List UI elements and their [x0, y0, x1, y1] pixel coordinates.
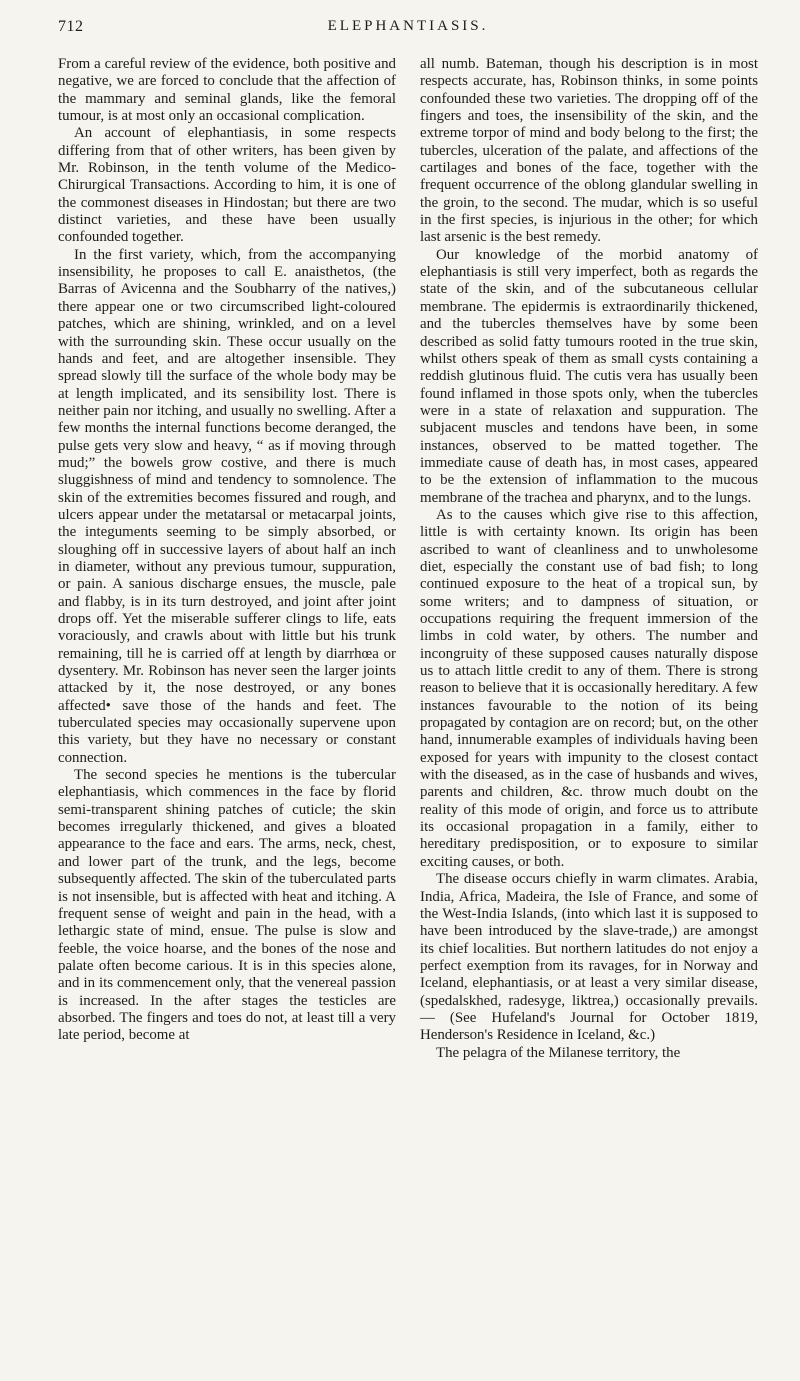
paragraph: Our knowledge of the morbid anatomy of elephantiasis is still very imperfect, both as regards the state of the skin, and of the subcutaneous cellular membrane. The epidermis is extraordinarily thickened, and the tubercles themselves have by some been described as solid fatty tumours rooted in the true skin, whilst others speak of them as small cysts containing a reddish glutinous fluid. The cutis vera has usually been found inflamed in those spots only, when the tubercles were in a state of relaxation and suppuration. The subjacent muscles and tendons have been, in some instances, observed to be matted together. The immediate cause of death has, in most cases, appeared to be the extension of inflammation to the mucous membrane of the trachea and pharynx, and to the lungs.: [420, 246, 758, 506]
paragraph: all numb. Bateman, though his description is in most respects accurate, has, Robinson thinks, in some points confounded these two varieties. The dropping off of the fingers and toes, the insensibility of the skin, and the extreme torpor of mind and body belong to the first; the tubercles, ulceration of the palate, and affections of the cartilages and bones of the face, together with the frequent occurrence of the oblong glandular swelling in the groin, to the second. The mudar, which is so useful in the first species, is injurious in the other; for which last arsenic is the best remedy.: [420, 56, 758, 246]
paragraph: As to the causes which give rise to this affection, little is with certainty known. Its origin has been ascribed to want of cleanliness and to unwholesome diet, especially the constant use of bad fish; to long continued exposure to the heat of a tropical sun, by some writers; and to dampness of situation, or occupations requiring the frequent immersion of the limbs in cold water, by others. The number and incongruity of these supposed causes naturally dispose us to attach little credit to any of them. There is strong reason to believe that it is occasionally hereditary. A few instances favourable to the notion of its being propagated by contagion are on record; but, on the other hand, innumerable examples of individuals having been exposed for years with impunity to the closest contact with the diseased, as in the case of husbands and wives, parents and children, &c. throw much doubt on the reality of this mode of origin, and force us to attribute its occasional propagation in a family, either to hereditary predisposition, or to exposure to similar exciting causes, or both.: [420, 506, 758, 870]
paragraph: An account of elephantiasis, in some respects differing from that of other writers, has been given by Mr. Robinson, in the tenth volume of the Medico-Chirurgical Transactions. According to him, it is one of the commonest diseases in Hindostan; but there are two distinct varieties, and these have been usually confounded together.: [58, 125, 396, 246]
paragraph: The disease occurs chiefly in warm climates. Arabia, India, Africa, Madeira, the Isle of France, and some of the West-India Islands, (into which last it is supposed to have been introduced by the slave-trade,) are amongst its chief localities. But northern latitudes do not enjoy a perfect exemption from its ravages, for in Norway and Iceland, elephantiasis, or at least a very similar disease, (spedalskhed, radesyge, liktrea,) occasionally prevails.— (See Hufeland's Journal for October 1819, Henderson's Residence in Iceland, &c.): [420, 871, 758, 1044]
running-head: [58, 18, 758, 46]
page-number: 712: [58, 18, 84, 35]
text-columns: [58, 56, 758, 1062]
right-column: [420, 56, 758, 1062]
paragraph: From a careful review of the evidence, both positive and negative, we are forced to conclude that the affection of the mammary and seminal glands, like the femoral tumour, is at most only an occasional complication.: [58, 56, 396, 125]
left-column: [58, 56, 396, 1062]
paragraph: In the first variety, which, from the accompanying insensibility, he proposes to call E. anaisthetos, (the Barras of Avicenna and the Soubharry of the natives,) there appear one or two circumscribed light-coloured patches, which are shining, wrinkled, and on a level with the surrounding skin. These occur usually on the hands and feet, and are altogether insensible. They spread slowly till the surface of the whole body may be at length implicated, and its sensibility lost. There is neither pain nor itching, and usually no swelling. After a few months the internal functions become deranged, the pulse gets very slow and heavy, “ as if moving through mud;” the bowels grow costive, and there is much sluggishness of mind and tendency to somnolence. The skin of the extremities becomes fissured and rough, and ulcers appear under the metatarsal or metacarpal joints, the integuments seeming to be simply absorbed, or sloughing off in successive layers of about half an inch in diameter, without any previous tumour, suppuration, or pain. A sanious discharge ensues, the muscle, pale and flabby, is in its turn destroyed, and joint after joint drops off. Yet the miserable sufferer clings to life, eats voraciously, and crawls about with little but his trunk remaining, till he is carried off at length by diarrhœa or dysentery. Mr. Robinson has never seen the larger joints attacked by it, the nose destroyed, or any bones affected• save those of the hands and feet. The tuberculated species may occasionally supervene upon this variety, but they have no necessary or constant connection.: [58, 246, 396, 766]
paragraph: The second species he mentions is the tubercular elephantiasis, which commences in the face by florid semi-transparent shining patches of cuticle; the skin becomes irregularly thickened, and gives a bloated appearance to the face and ears. The arms, neck, chest, and lower part of the trunk, and the legs, become subsequently affected. The skin of the tuberculated parts is not insensible, but is affected with heat and itching. A frequent sense of weight and pain in the head, with a lethargic state of mind, ensue. The pulse is slow and feeble, the voice hoarse, and the bones of the nose and palate often become carious. It is in this species alone, and in its commencement only, that the venereal passion is increased. In the after stages the testicles are absorbed. The fingers and toes do not, at least till a very late period, become at: [58, 767, 396, 1044]
paragraph: The pelagra of the Milanese territory, the: [436, 1044, 681, 1061]
running-title: ELEPHANTIASIS.: [327, 18, 489, 34]
